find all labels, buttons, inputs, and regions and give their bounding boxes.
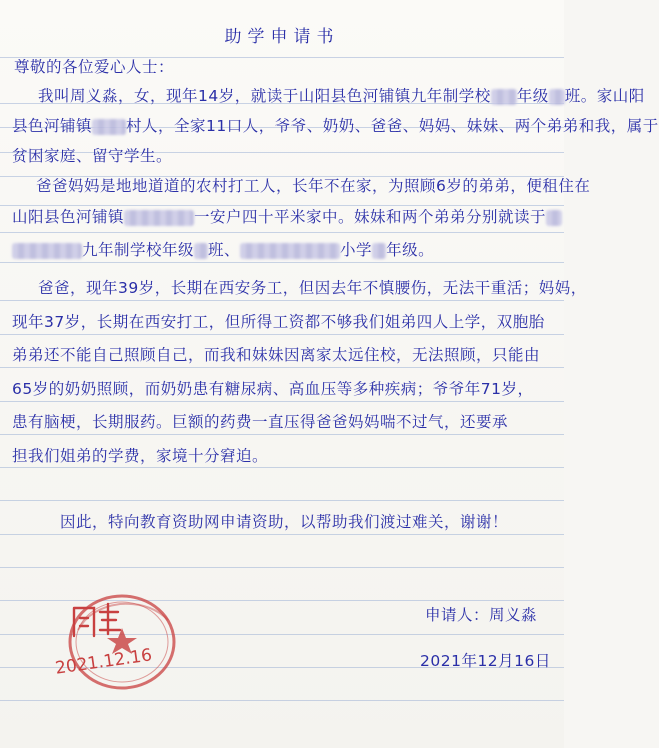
letter-line: 患有脑梗，长期服药。巨额的药费一直压得爸爸妈妈喘不过气，还要承 <box>12 413 509 431</box>
letter-line <box>12 116 659 136</box>
letter-line: 爸爸妈妈是地地道道的农村打工人，长年不在家，为照顾6岁的弟弟，便租住在 <box>36 177 591 195</box>
ruled-line <box>0 467 564 468</box>
letter-text: 村人，全家11口人，爷爷、奶奶、爸爸、妈妈、妹妹、两个弟弟和我，属于 <box>126 117 659 135</box>
letter-line: 爸爸，现年39岁，长期在西安务工，但因去年不慎腰伤，无法干重活；妈妈， <box>38 279 587 297</box>
ruled-line <box>0 367 564 368</box>
letter-text: 年级 <box>516 87 549 105</box>
redacted-text <box>124 210 194 226</box>
letter-line <box>12 207 562 227</box>
letter-text: 山阳县色河铺镇 <box>12 208 125 226</box>
letter-text: 班。家山阳 <box>564 87 645 105</box>
redacted-text <box>372 243 386 259</box>
redacted-text <box>240 243 340 259</box>
letter-line: 担我们姐弟的学费，家境十分窘迫。 <box>12 447 269 465</box>
ruled-line <box>0 262 564 263</box>
redacted-text <box>549 89 565 105</box>
letter-text: 年级。 <box>386 241 435 259</box>
redacted-text <box>491 89 517 105</box>
redacted-text <box>194 243 208 259</box>
letter-text: 年级 <box>162 241 195 259</box>
redacted-text <box>12 243 82 259</box>
ruled-line <box>0 300 564 301</box>
stamp-handwritten-date: 2021.12.16 <box>54 645 154 679</box>
letter-line: 弟弟还不能自己照顾自己，而我和妹妹因离家太远住校，无法照顾，只能由 <box>12 346 541 364</box>
letter-text: 小学 <box>340 241 373 259</box>
greeting: 尊敬的各位爱心人士： <box>14 58 175 76</box>
red-seal-stamp <box>50 590 180 700</box>
ruled-line <box>0 205 564 206</box>
letter-text: 班、 <box>208 241 241 259</box>
ruled-line <box>0 700 564 701</box>
letter-text: 九年制学校 <box>82 241 163 259</box>
redacted-text <box>92 119 126 135</box>
ruled-line <box>0 500 564 501</box>
ruled-line <box>0 534 564 535</box>
document-title: 助学申请书 <box>224 27 340 47</box>
ruled-line <box>0 334 564 335</box>
letter-line: 贫困家庭、留守学生。 <box>12 147 173 165</box>
applicant-signature: 申请人：周义淼 <box>425 606 538 624</box>
letter-line: 因此，特向教育资助网申请资助，以帮助我们渡过难关，谢谢！ <box>60 513 509 531</box>
letter-text: 一安户四十平米家中。妹妹和两个弟弟分别就读于 <box>194 208 547 226</box>
letter-text: 县色河铺镇 <box>12 117 93 135</box>
ruled-line <box>0 401 564 402</box>
letter-line <box>38 86 645 106</box>
letter-line: 现年37岁，长期在西安打工，但所得工资都不够我们姐弟四人上学，双胞胎 <box>12 313 545 331</box>
letter-line: 65岁的奶奶照顾，而奶奶患有糖尿病、高血压等多种疾病；爷爷年71岁， <box>12 380 534 398</box>
redacted-text <box>546 210 562 226</box>
ruled-line <box>0 232 564 233</box>
letter-date: 2021年12月16日 <box>420 652 551 670</box>
ruled-line <box>0 567 564 568</box>
letter-text: 我叫周义淼，女，现年14岁，就读于山阳县色河铺镇九年制学校 <box>38 87 491 105</box>
ruled-line <box>0 434 564 435</box>
letter-line <box>12 240 434 260</box>
